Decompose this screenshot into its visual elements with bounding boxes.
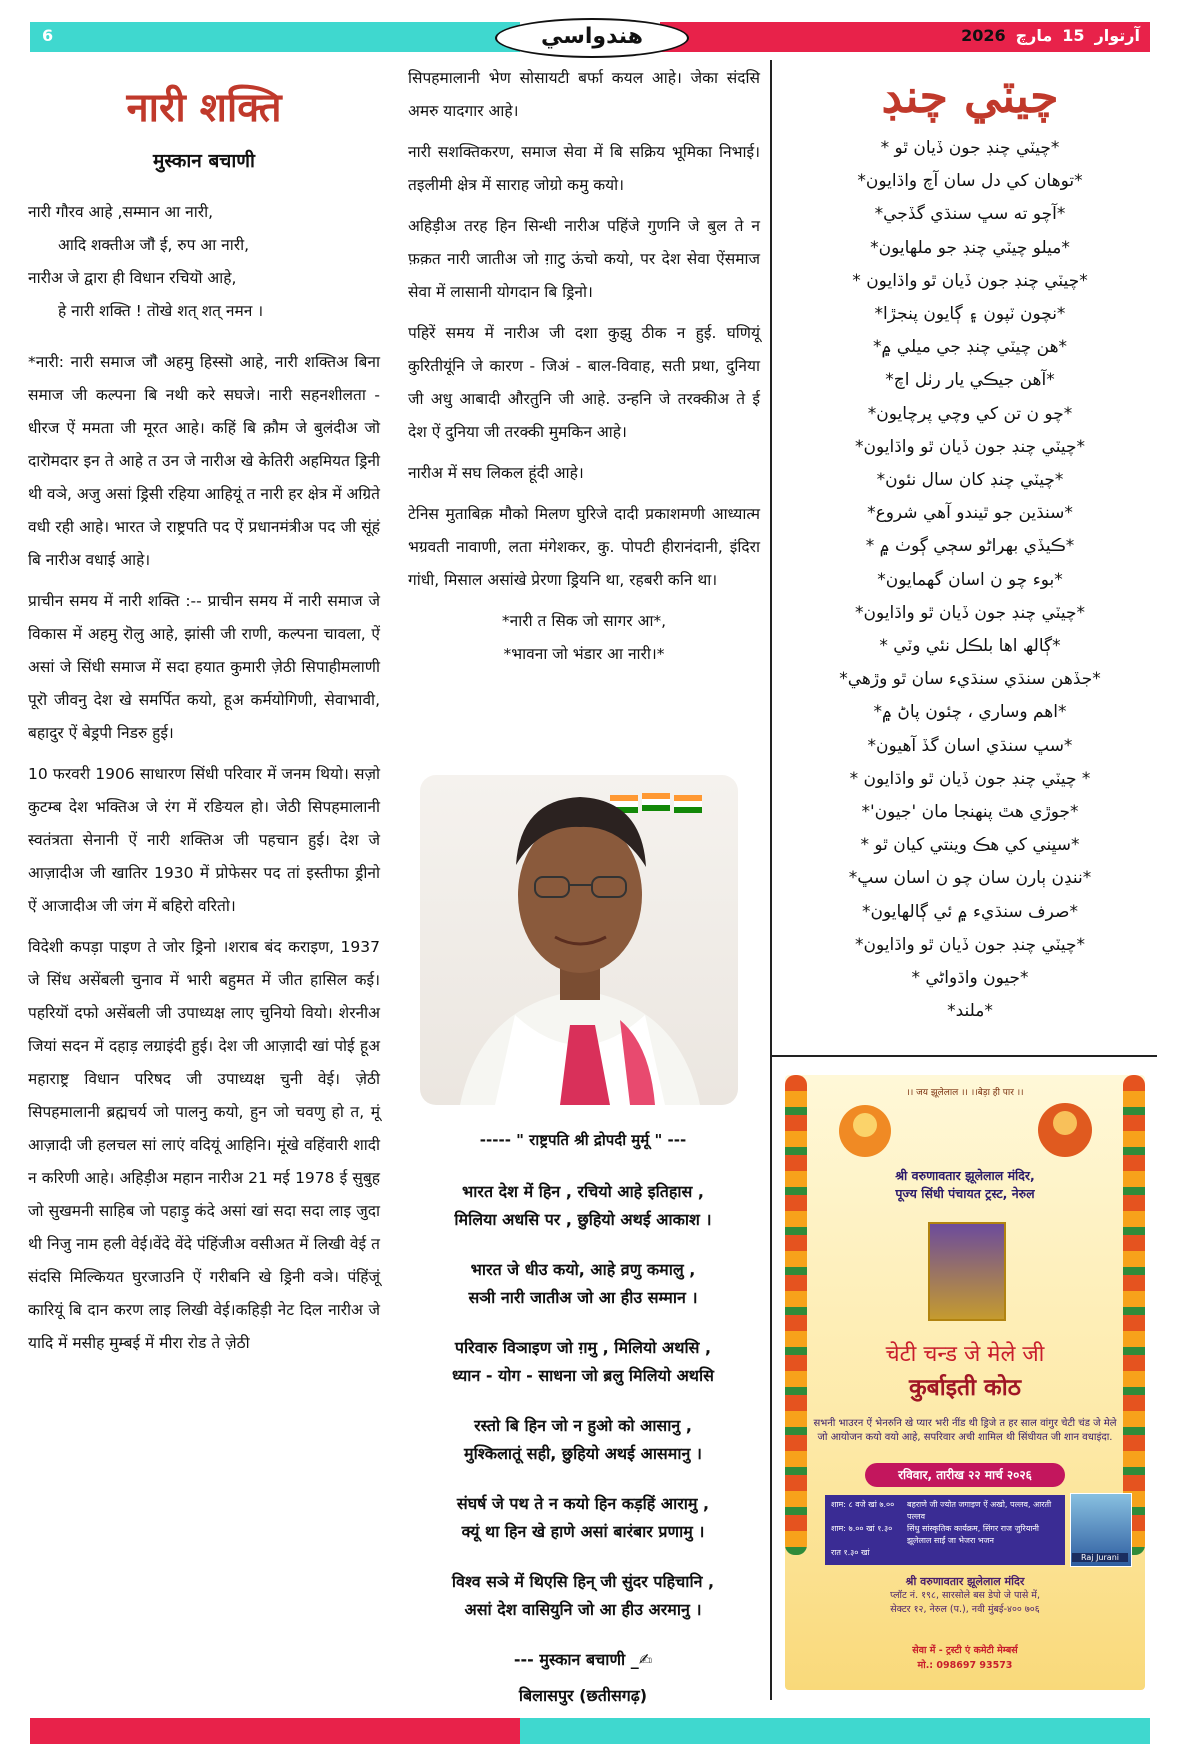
sindhi-poem-line: *جڏهن سنڌي سنڌيء سان ٿو وڙهي* <box>839 669 1101 690</box>
ad-phone: मो.: 098697 93573 <box>917 1660 1013 1671</box>
ad-headline-1: चेटी चन्ड जे मेले जी <box>885 1342 1045 1367</box>
temple-line: श्री वरुणावतार झूलेलाल मंदिर, <box>895 1168 1035 1183</box>
poem-line: आदि शक्तीअ जॏ ई, रुप आ नारी, <box>58 236 250 254</box>
poem-stanza <box>388 1490 778 1546</box>
poem-signature-place: बिलासपुर (छतीसगढ़) <box>518 1686 648 1705</box>
article-column-2 <box>408 62 760 671</box>
ad-top-label: ।। जय झूलेलाल ।। ।।बेड़ा ही पार ।। <box>906 1088 1024 1098</box>
flag-icons <box>610 793 702 813</box>
sindhi-poem-line: *آهن جيڪي يار رٺل اچ* <box>885 370 1055 391</box>
poem-stanza <box>388 1178 778 1234</box>
article-paragraph: विदेशी कपड़ा पाइण ते जोर ड्रिनो ।शराब बंद कराइण, 1937 जे सिंध असेंबली चुनाव में भारी बहुमत में जीत हासिल कई। पहरियॊं दफो असेंबली जी उपाध्यक्ष लाए चुनियो वियो। शेरनीअ जियां सदन में दहाड़ लग्राइंदी हुई। देश जी आज़ादी खां पोई हूअ महाराष्ट्र विधान परिषद जी उपाध्यक्ष चुनी वेई। ज़ेठी सिपहमालानी ब्रह्मचर्य जो पालनु कयो, हुन जो चवणु हो त, मूं आज़ादी जी हलचल सां लाएं वदियूं आहिनि। मूंखे वहिंवारी शादी न करिणी आहे। अहिड़ीअ महान नारीअ 21 मई 1978 ई सुबुह जो सुखमनी साहिब जो पहाड़ु कंदे असां खां सदा सदा लाइ जुदा थी निजु नाम हली वेई।वेंदे वेंदे पंहिंजीअ वसीअत में लिखी वेई त संदसि मिल्कियत घुरजाउनि ऐं गरीबनि खे ड्रिनी वञे। पंहिंजूं कारियूं बि दान करण लाइ लिखी वेई।कहिड़ी नेट दिल नारीअ जे यादि में मसीह मुम्बई में मीरा रोड ते ज़ेठी <box>28 938 380 1352</box>
sindhi-poem-line: *صرف سنڌيء ۾ ئي ڳالهايون* <box>862 901 1078 922</box>
poem-stanza <box>388 1256 778 1312</box>
address-line: सेक्टर १२, नेरुल (प.), नवी मुंबई-४०० ७०६ <box>890 1604 1040 1615</box>
page-number: 6 <box>42 26 54 45</box>
issue-date <box>760 26 1140 45</box>
poem-line: क्यूं था हिन खे हाणे असां बारंबार प्रणामु । <box>461 1522 705 1541</box>
poem-stanza <box>388 1568 778 1624</box>
issue-weekday: آرتوار <box>1094 26 1140 45</box>
masthead-logo: هندواسي <box>495 18 689 58</box>
sindhi-poem-lines <box>785 132 1155 1028</box>
address-name: श्री वरुणावतार झूलेलाल मंदिर <box>905 1575 1025 1588</box>
ad-date: रविवार, तारीख २२ मार्च २०२६ <box>865 1463 1065 1487</box>
poem-line: सञी नारी जातीअ जो आ हीउ सम्मान । <box>468 1288 698 1307</box>
sindhi-poem-column <box>785 60 1155 1028</box>
article-title: नारी शक्ति <box>126 84 282 131</box>
couplet <box>408 605 760 671</box>
ad-description: सभनी भाउरन ऐं भेनरुनि खे प्यार भरी नींड थी ड्रिजे त हर साल वांगुर चेटी चंड जे मेले जो आयोजन कयो वयो आहे, सपरिवार अची शामिल थी सिंधीयत जी शान वधाइंदा. <box>813 1418 1117 1443</box>
schedule-event: सिंधु सांस्कृतिक कार्यक्रम, सिंगर राज जुरियानी झूलेलाल साईं जा भेजरा भजन <box>907 1524 1039 1545</box>
section-divider <box>772 1055 1157 1057</box>
poem-line: असां देश वासियुनि जो आ हीउ अरमानु । <box>464 1600 702 1619</box>
sindhi-poem-line: *چيٽي چنڊ جون ڏيان ٿو * <box>880 138 1060 158</box>
sindhi-poem-line: *ننڍن ٻارن سان چو ن اسان سڀ* <box>848 868 1092 889</box>
cheti-chand-advertisement <box>785 1075 1145 1690</box>
schedule-time: शाम: ७.०० खां १.३० <box>831 1524 893 1533</box>
article-paragraph: *नारी: नारी समाज जॏ अहमु हिस्सॊ आहे, नारी शक्तिअ बिना समाज जी कल्पना बि नथी करे सघजे। नारी सहनशीलता - धीरज ऐं ममता जी मूरत आहे। कहिं बि क़ौम जे बुलंदीअ जॊ दारॊमदार इन ते आहे त उन जे नारीअ खे केतिरी अहमियत ड्रिनी थी वञे, अजु असां ड्रिसी रहिया आहियूं त नारी हर क्षेत्र में अग्रिते वधी रही आहे। भारत जे राष्ट्रपति पद ऐं प्रधानमंत्रीअ पद जी सूंहं बि नारीअ वधाई आहे। <box>28 353 380 569</box>
poem-line: मुश्किलातूं सही, छुहियो अथई आसमानु । <box>464 1444 702 1463</box>
sindhi-poem-line: *ملند* <box>947 1001 993 1022</box>
sindhi-poem-line: *چيٽي چنڊ جون ڏيان ٿو واڌايون* <box>855 436 1085 457</box>
ad-contact <box>845 1643 1085 1673</box>
garland-left <box>785 1075 807 1555</box>
sindhi-poem-line: *بوء چو ن اسان گھمايون* <box>877 569 1063 590</box>
sindhi-poem-line: *سڀ سنڌي اسان گڏ آهيون* <box>867 735 1073 756</box>
poem-line: भारत जे धीउ कयो, आहे व्रणु कमालु , <box>470 1260 696 1279</box>
ad-headline-2: कुर्बाइती कोठ <box>908 1375 1022 1401</box>
schedule-time: रात १.३० खां <box>831 1548 870 1557</box>
poem-signature-name: --- मुस्कान बचाणी _✍ <box>513 1650 653 1669</box>
schedule-row <box>831 1499 1059 1523</box>
sindhi-poem-line: *چيٽي چنڊ جون ڏيان ٿو واڌايون* <box>855 602 1085 623</box>
ad-temple-name <box>845 1167 1085 1203</box>
footer-bar-right <box>520 1718 1150 1744</box>
singer-name: Raj Jurani <box>1072 1553 1128 1562</box>
article-paragraph: प्राचीन समय में नारी शक्ति :-- प्राचीन समय में नारी समाज जे विकास में अहमु रॊलु आहे, झांसी जी राणी, कल्पना चावला, ऐं असां जे सिंधी समाज में सदा हयात कुमारी ज़ेठी सिपाहीमलाणी पूरॊ जीवनु देश खे समर्पित कयो, हूअ कर्मयोगिणी, सेवाभावी, बहादुर ऐं बेड्रपी निडरु हुई। <box>28 592 380 742</box>
sindhi-poem-line: *سنڌين جو ٿيندو آهي شروع* <box>867 503 1073 524</box>
article-paragraph: सिपहमालानी भेण सोसायटी बर्फा कयल आहे। जेका संदसि अमरु यादगार आहे। <box>408 69 760 120</box>
article-paragraph: पहिरें समय में नारीअ जी दशा कुझु ठीक न हुई. घणियूं कुरितीयूंनि जे कारण - जिअं - बाल-विवाह, सती प्रथा, दुनिया जी अधु आबादी औरतुनि जी आहे. उन्हनि जे तरक्कीअ ते ई देश ऐं दुनिया जी तरक्की मुमकिन आहे। <box>408 324 760 441</box>
sindhi-poem-line: *ڳالھ اها بلڪل نئي وٽي * <box>879 636 1061 657</box>
poem-stanza <box>388 1412 778 1468</box>
article-paragraph: टेनिस मुताबिक़ मौको मिलण घुरिजे दादी प्रकाशमणी आध्यात्म भग्रवती नावाणी, लता मंगेशकर, कु. पोपटी हीरानंदानी, इंदिरा गांधी, मिसाल असांखे प्रेरणा ड्रियनि था, रहबरी कनि था। <box>408 505 760 589</box>
header-bar-left <box>30 22 520 52</box>
sindhi-poem-line: *ڪيڏي بهراڻو سڄي ڳوٺ ۾ * <box>865 536 1075 557</box>
hanuman-icon <box>1035 1097 1095 1163</box>
ganesh-icon <box>835 1099 895 1163</box>
sindhi-poem-title: چيٽي چنڊ <box>881 69 1059 123</box>
schedule-event: बहराणे जी ज्योत जगाइण ऐं अखो, पल्लव, आरती पल्लव <box>907 1500 1052 1521</box>
article-column-1 <box>28 80 380 1368</box>
temple-line: पूज्य सिंधी पंचायत ट्रस्ट, नेरुल <box>895 1186 1035 1201</box>
deity-image <box>928 1222 1006 1321</box>
portrait-photo <box>420 775 738 1105</box>
poem-title: ----- " राष्ट्रपति श्री द्रोपदी मुर्मू " --- <box>479 1131 687 1149</box>
poem-line: रस्तो बि हिन जो न हुओ को आसानु , <box>474 1416 692 1435</box>
issue-day: 15 <box>1062 26 1085 45</box>
poem-line: नारी गौरव आहे ,सम्मान आ नारी, <box>28 203 214 221</box>
footer-bar-left <box>30 1718 520 1744</box>
sindhi-poem-line: *چو ن تن کي وچي پرچايون* <box>867 403 1073 424</box>
sindhi-poem-line: *چيٽي چنڊ جون ڏيان ٿو واڌايون* <box>855 934 1085 955</box>
address-line: प्लॉट नं. १९८, सारसोले बस डेपो जे पासे में, <box>890 1590 1040 1601</box>
poem-line: मिलिया अधसि पर , छुहियो अथई आकाश । <box>454 1210 712 1229</box>
sindhi-poem-line: *چيٽي چنڊ کان سال نئون* <box>876 470 1064 491</box>
sindhi-poem-line: *توهان کي دل سان آچ واڌايون* <box>857 171 1083 192</box>
couplet-line: *भावना जो भंडार आ नारी।* <box>503 645 665 663</box>
ad-seva: सेवा में - ट्रस्टी एं कमेटी मेम्बर्स <box>912 1645 1018 1656</box>
poem-line: नारीअ जे द्वारा ही विधान रचियॊ आहे, <box>28 269 237 287</box>
portrait-illustration <box>420 775 738 1105</box>
sindhi-poem-line: * چيٽي چنڊ جون ڏيان ٿو واڌايون * <box>849 768 1091 789</box>
intro-poem <box>28 196 380 328</box>
poem-line: संघर्ष जे पथ ते न कयो हिन कड़हिं आरामु , <box>456 1494 710 1513</box>
ad-schedule <box>825 1495 1065 1565</box>
poem-line: विश्व सञे में थिएसि हिन् जी सुंदर पहिचानि , <box>451 1572 715 1591</box>
ad-address <box>845 1575 1085 1617</box>
poem-line: हे नारी शक्ति ! तॊखे शत् शत् नमन । <box>58 302 264 320</box>
sindhi-poem-line: *جيون واڌواڻي * <box>911 968 1029 989</box>
article-paragraph: अहिड़ीअ तरह हिन सिन्धी नारीअ पहिंजे गुणनि जे बुल ते न फ़क़त नारी जातीअ जो ग़ाटु ऊंचो कयो, पर देश सेवा ऐंसमाज सेवा में लासानी योगदान बि ड्रिनो। <box>408 217 760 301</box>
sindhi-poem-line: *چيٽي چنڊ جون ڏيان ٿو واڌايون * <box>852 270 1088 291</box>
sindhi-poem-line: *جوڙي هٿ پنهنجا مان 'جيون'* <box>861 802 1079 823</box>
article-paragraph: 10 फरवरी 1906 साधारण सिंधी परिवार में जनम थियो। सज़ो कुटम्ब देश भक्तिअ जे रंग में रङियल हो। जेठी सिपहमालानी स्वतंत्रता सेनानी ऐं नारी शक्तिअ जी पहचान हुई। देश जे आज़ादीअ जी खातिर 1930 में प्रोफेसर पद तां इस्तीफा ड्रीनो ऐं आजादीअ जी जंग में बहिरो वरितो। <box>28 765 380 915</box>
sindhi-poem-line: *هن چيٽي چنڊ جي ميلي ۾* <box>872 337 1068 358</box>
issue-month: مارچ <box>1015 26 1053 45</box>
poem-line: भारत देश में हिन , रचियो आहे इतिहास , <box>462 1182 704 1201</box>
issue-year: 2026 <box>961 26 1006 45</box>
schedule-row <box>831 1523 1059 1547</box>
poem-stanza <box>388 1334 778 1390</box>
schedule-time: शाम: ८ वजे खां ७.०० <box>831 1500 895 1509</box>
column-divider <box>770 60 772 1700</box>
sindhi-poem-line: *نچون ٽپون ۽ ڳايون پنجڙا* <box>874 304 1066 325</box>
sindhi-poem-line: *اهم وساري ، چئون پاڻ ۾* <box>873 702 1067 723</box>
poem-line: परिवारु विञाइण जो ग़मु , मिलियो अथसि , <box>454 1338 712 1357</box>
article-author: मुस्कान बचाणी <box>153 150 255 172</box>
garland-right <box>1123 1075 1145 1555</box>
sindhi-poem-line: *سڀني کي هڪ وينتي کيان ٿو * <box>860 835 1080 856</box>
couplet-line: *नारी त सिक जो सागर आ*, <box>501 612 667 630</box>
article-paragraph: नारीअ में सघ लिकल हूंदी आहे। <box>408 464 584 482</box>
sindhi-poem-line: *ميلو چيٽي چنڊ جو ملهايون* <box>870 237 1070 258</box>
president-poem <box>388 1130 778 1710</box>
article-paragraph: नारी सशक्तिकरण, समाज सेवा में बि सक्रिय भूमिका निभाई। तइलीमी क्षेत्र में साराह जोग्रो कमु कयो। <box>408 143 760 194</box>
sindhi-poem-line: *آچو ته سڀ سنڌي گڏجي* <box>874 204 1066 225</box>
poem-line: ध्यान - योग - साधना जो ब्रलु मिलियो अथसि <box>452 1366 714 1385</box>
schedule-row <box>831 1547 1059 1559</box>
